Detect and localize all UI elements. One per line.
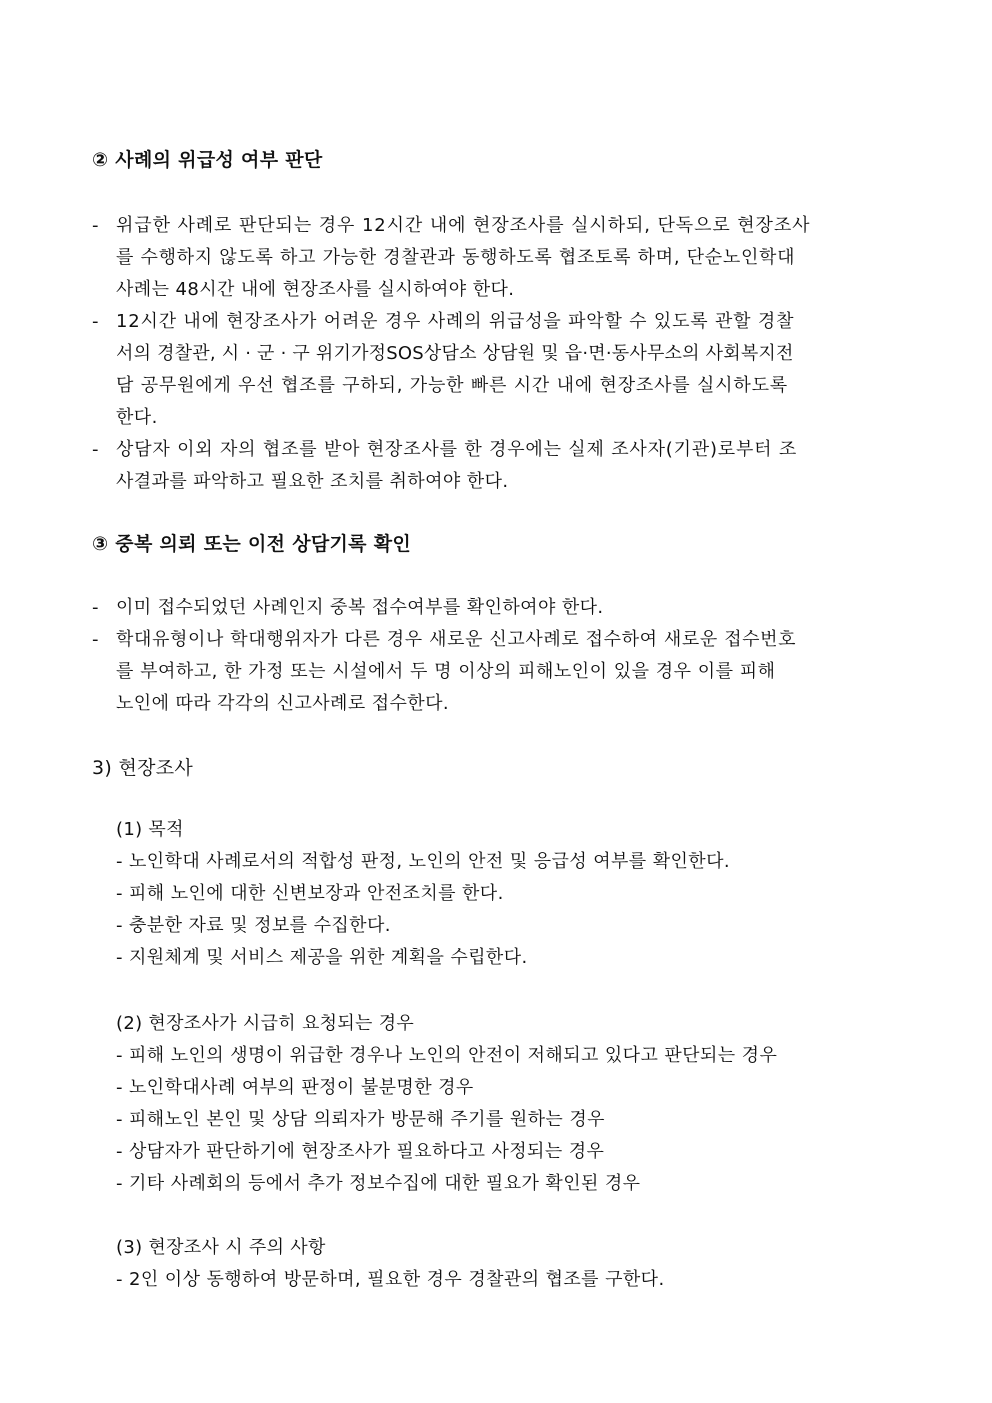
list-item: - 기타 사례회의 등에서 추가 정보수집에 대한 필요가 확인된 경우	[116, 1173, 641, 1194]
caution-title: (3) 현장조사 시 주의 사항	[116, 1237, 326, 1258]
list-item: - 충분한 자료 및 정보를 수집한다.	[116, 915, 391, 936]
paragraph-line: 사결과를 파악하고 필요한 조치를 취하여야 한다.	[116, 471, 509, 492]
list-item: - 피해 노인의 생명이 위급한 경우나 노인의 안전이 저해되고 있다고 판단되는 경우	[116, 1045, 778, 1066]
paragraph-line: 이미 접수되었던 사례인지 중복 접수여부를 확인하여야 한다.	[116, 597, 604, 618]
paragraph	[116, 434, 900, 498]
section-heading-duplicate: ③ 중복 의뢰 또는 이전 상담기록 확인	[92, 533, 412, 555]
onsite-heading: 3) 현장조사	[92, 757, 194, 779]
paragraph-line: 사례는 48시간 내에 현장조사를 실시하여야 한다.	[116, 279, 515, 300]
paragraph	[116, 592, 900, 624]
paragraph-line: 를 부여하고, 한 가정 또는 시설에서 두 명 이상의 피해노인이 있을 경우 이를 피해	[116, 661, 776, 682]
purpose-title: (1) 목적	[116, 819, 184, 840]
list-item: - 지원체계 및 서비스 제공을 위한 계획을 수립한다.	[116, 947, 528, 968]
list-item: - 피해 노인에 대한 신변보장과 안전조치를 한다.	[116, 883, 504, 904]
paragraph	[116, 210, 900, 306]
list-item: - 노인학대 사례로서의 적합성 판정, 노인의 안전 및 응급성 여부를 확인한다.	[116, 851, 730, 872]
paragraph-line: 상담자 이외 자의 협조를 받아 현장조사를 한 경우에는 실제 조사자(기관)로부터 조	[116, 439, 798, 460]
paragraph-line: 노인에 따라 각각의 신고사례로 접수한다.	[116, 693, 450, 714]
paragraph	[116, 624, 900, 720]
list-item: - 노인학대사례 여부의 판정이 불분명한 경우	[116, 1077, 474, 1098]
paragraph	[116, 306, 900, 434]
list-item: - 피해노인 본인 및 상담 의뢰자가 방문해 주기를 원하는 경우	[116, 1109, 605, 1130]
bullet-dash: -	[92, 597, 99, 618]
list-item: - 2인 이상 동행하여 방문하며, 필요한 경우 경찰관의 협조를 구한다.	[116, 1269, 665, 1290]
paragraph-line: 학대유형이나 학대행위자가 다른 경우 새로운 신고사례로 접수하여 새로운 접수번호	[116, 629, 797, 650]
paragraph-line: 위급한 사례로 판단되는 경우 12시간 내에 현장조사를 실시하되, 단독으로 현장조사	[116, 215, 811, 236]
paragraph-line: 12시간 내에 현장조사가 어려운 경우 사례의 위급성을 파악할 수 있도록 관할 경찰	[116, 311, 795, 332]
bullet-dash: -	[92, 215, 99, 236]
paragraph-line: 를 수행하지 않도록 하고 가능한 경찰관과 동행하도록 협조토록 하며, 단순노인학대	[116, 247, 796, 268]
list-item: - 상담자가 판단하기에 현장조사가 필요하다고 사정되는 경우	[116, 1141, 605, 1162]
bullet-dash: -	[92, 629, 99, 650]
paragraph-line: 서의 경찰관, 시 · 군 · 구 위기가정SOS상담소 상담원 및 읍·면·동사무소의 사회복지전	[116, 343, 794, 364]
paragraph-line: 한다.	[116, 407, 158, 428]
bullet-dash: -	[92, 311, 99, 332]
paragraph-line: 담 공무원에게 우선 협조를 구하되, 가능한 빠른 시간 내에 현장조사를 실시하도록	[116, 375, 788, 396]
section-heading-urgency: ② 사례의 위급성 여부 판단	[92, 149, 323, 171]
bullet-dash: -	[92, 439, 99, 460]
urgent-title: (2) 현장조사가 시급히 요청되는 경우	[116, 1013, 415, 1034]
